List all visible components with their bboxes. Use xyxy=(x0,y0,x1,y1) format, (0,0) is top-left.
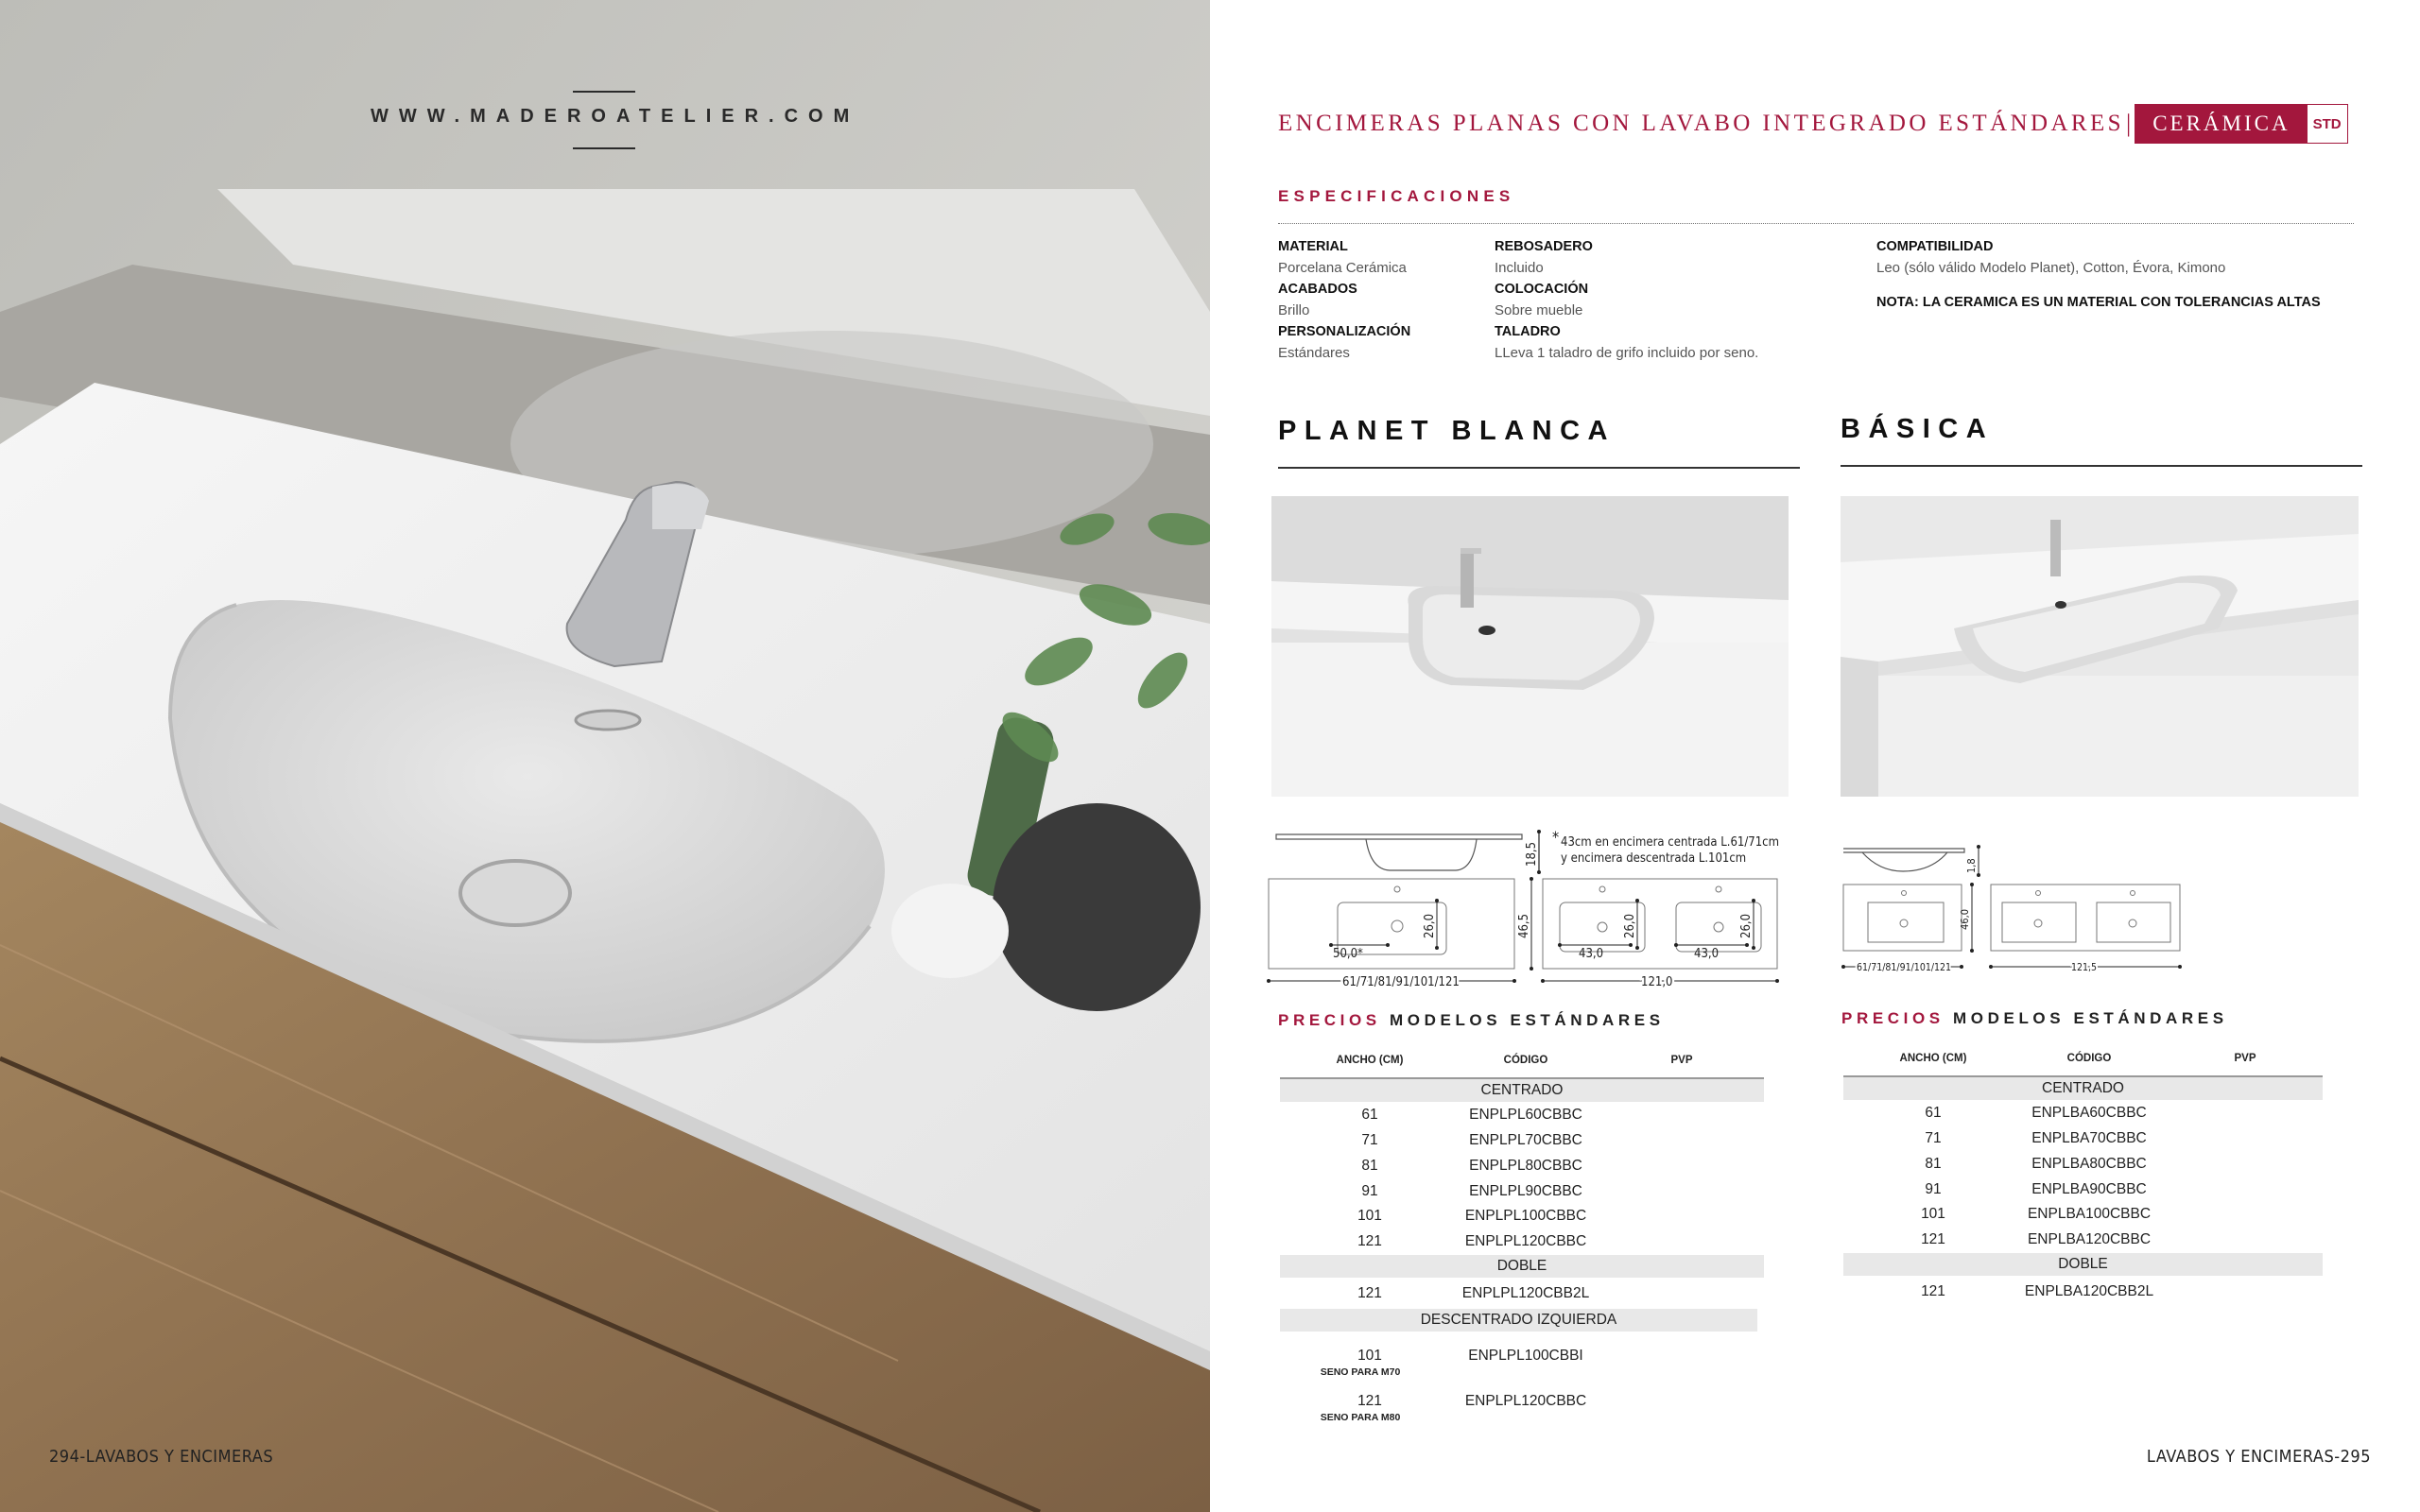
dim-double-depth-1: 26,0 xyxy=(1623,913,1637,938)
row-ancho: 121 xyxy=(1921,1283,1945,1299)
website-url: WWW.MADEROATELIER.COM xyxy=(371,106,860,127)
row-ancho: 81 xyxy=(1361,1158,1378,1174)
row-codigo: ENPLPL80CBBC xyxy=(1469,1158,1582,1174)
row-ancho: 101 xyxy=(1357,1348,1382,1364)
dim-double-width-2: 43,0 xyxy=(1694,947,1720,961)
row-ancho: 91 xyxy=(1925,1181,1942,1197)
row-codigo: ENPLPL120CBBC xyxy=(1464,1233,1587,1249)
dim-basin-width: 50,0* xyxy=(1333,947,1363,961)
row-ancho: 121 xyxy=(1357,1285,1382,1301)
group-descentrado: DESCENTRADO IZQUIERDA xyxy=(1280,1309,1757,1332)
specs-title: ESPECIFICACIONES xyxy=(1278,187,1515,205)
dim-basica-depth: 46,0 xyxy=(1959,908,1971,930)
col-header-codigo: CÓDIGO xyxy=(1503,1055,1548,1066)
badge-std: STD xyxy=(2308,105,2347,143)
row-codigo: ENPLBA70CBBC xyxy=(2031,1130,2147,1146)
prices-sublabel: MODELOS ESTÁNDARES xyxy=(1390,1011,1665,1029)
row-subnote: SENO PARA M80 xyxy=(1320,1412,1401,1423)
row-ancho: 61 xyxy=(1925,1105,1942,1121)
row-codigo: ENPLPL120CBBC xyxy=(1464,1393,1587,1409)
group-centrado: CENTRADO xyxy=(1280,1079,1764,1102)
spec-value: Porcelana Cerámica xyxy=(1278,259,1407,276)
row-ancho: 121 xyxy=(1357,1233,1382,1249)
price-table-planet xyxy=(1280,1049,1772,1446)
row-codigo: ENPLBA80CBBC xyxy=(2031,1156,2147,1172)
price-table-basica xyxy=(1843,1047,2335,1312)
row-ancho: 61 xyxy=(1361,1107,1378,1123)
col-header-codigo: CÓDIGO xyxy=(2066,1053,2112,1064)
row-ancho: 91 xyxy=(1361,1183,1378,1199)
spec-label: COLOCACIÓN xyxy=(1495,282,1589,298)
row-ancho: 81 xyxy=(1925,1156,1942,1172)
page-folio-right: LAVABOS Y ENCIMERAS-295 xyxy=(2146,1447,2371,1467)
technical-drawing-basica xyxy=(1841,841,2191,973)
dim-basica-widths: 61/71/81/91/101/121 xyxy=(1857,962,1952,973)
row-ancho: 71 xyxy=(1361,1132,1378,1148)
col-header-ancho: ANCHO (CM) xyxy=(1899,1053,1967,1064)
row-ancho: 121 xyxy=(1357,1393,1382,1409)
dim-basica-height-top: 1,8 xyxy=(1965,858,1978,873)
product-rule-basica xyxy=(1841,465,2362,467)
row-codigo: ENPLPL120CBB2L xyxy=(1461,1285,1590,1301)
page-folio-left: 294-LAVABOS Y ENCIMERAS xyxy=(49,1447,274,1467)
diagram-note-1: 43cm en encimera centrada L.61/71cm xyxy=(1561,835,1779,850)
site-line-top xyxy=(573,91,635,93)
technical-drawing-planet xyxy=(1267,827,1815,992)
row-codigo: ENPLBA120CBB2L xyxy=(2024,1283,2154,1299)
prices-label: PRECIOS xyxy=(1841,1009,1945,1027)
row-codigo: ENPLBA90CBBC xyxy=(2031,1181,2147,1197)
row-codigo: ENPLPL90CBBC xyxy=(1469,1183,1582,1199)
diagram-note-2: y encimera descentrada L.101cm xyxy=(1561,851,1747,866)
spec-value: Brillo xyxy=(1278,301,1310,318)
row-ancho: 101 xyxy=(1357,1208,1382,1224)
material-badge xyxy=(2135,104,2347,144)
dim-basica-double-total: 121,5 xyxy=(2071,962,2098,973)
spec-value: Sobre mueble xyxy=(1495,301,1583,318)
page-title: ENCIMERAS PLANAS CON LAVABO INTEGRADO ESTÁNDARES xyxy=(1278,111,2124,136)
row-ancho: 101 xyxy=(1921,1206,1945,1222)
prices-title-planet xyxy=(1278,1011,1665,1030)
badge-ceramica: CERÁMICA xyxy=(2135,105,2307,143)
site-line-bottom xyxy=(573,147,635,149)
dim-double-width-1: 43,0 xyxy=(1579,947,1604,961)
group-doble: DOBLE xyxy=(1280,1255,1764,1278)
dim-depth: 46,5 xyxy=(1517,913,1531,938)
spec-note: NOTA: LA CERAMICA ES UN MATERIAL CON TOLERANCIAS ALTAS xyxy=(1876,295,2321,311)
product-title-planet: PLANET BLANCA xyxy=(1278,416,1616,446)
dim-double-total: 121,0 xyxy=(1641,975,1673,989)
dim-height-top: 18,5 xyxy=(1525,841,1539,867)
dim-widths: 61/71/81/91/101/121 xyxy=(1342,975,1460,989)
row-codigo: ENPLPL100CBBC xyxy=(1464,1208,1587,1224)
spec-value: LLeva 1 taladro de grifo incluido por seno. xyxy=(1495,344,1759,361)
specs-column-1 xyxy=(1278,236,1410,365)
row-codigo: ENPLPL100CBBI xyxy=(1468,1348,1583,1364)
group-centrado: CENTRADO xyxy=(1843,1077,2323,1100)
spec-value: Incluido xyxy=(1495,259,1544,276)
row-ancho: 121 xyxy=(1921,1231,1945,1247)
spec-label: COMPATIBILIDAD xyxy=(1876,239,1994,254)
spec-value: Leo (sólo válido Modelo Planet), Cotton, Évora, Kimono xyxy=(1876,259,2226,276)
spec-label: MATERIAL xyxy=(1278,239,1348,254)
product-photo-planet xyxy=(1271,496,1789,797)
spec-value: Estándares xyxy=(1278,344,1350,361)
row-codigo: ENPLPL70CBBC xyxy=(1469,1132,1582,1148)
group-doble: DOBLE xyxy=(1843,1253,2323,1276)
row-codigo: ENPLBA100CBBC xyxy=(2027,1206,2152,1222)
spec-label: ACABADOS xyxy=(1278,282,1357,298)
row-ancho: 71 xyxy=(1925,1130,1942,1146)
spec-label: REBOSADERO xyxy=(1495,239,1593,254)
right-page xyxy=(1210,0,2420,1512)
row-codigo: ENPLPL60CBBC xyxy=(1469,1107,1582,1123)
prices-sublabel: MODELOS ESTÁNDARES xyxy=(1953,1009,2228,1027)
product-title-basica: BÁSICA xyxy=(1841,414,1995,444)
col-header-pvp: PVP xyxy=(2234,1053,2256,1064)
note-asterisk: * xyxy=(1552,828,1560,846)
col-header-ancho: ANCHO (CM) xyxy=(1336,1055,1404,1066)
prices-label: PRECIOS xyxy=(1278,1011,1381,1029)
dim-basin-depth: 26,0 xyxy=(1423,913,1437,938)
specs-column-3 xyxy=(1876,236,2321,314)
product-photo-basica xyxy=(1841,496,2359,797)
specs-column-2 xyxy=(1495,236,1758,365)
page-header xyxy=(1278,104,2348,144)
prices-title-basica xyxy=(1841,1009,2228,1028)
spec-label: PERSONALIZACIÓN xyxy=(1278,324,1411,340)
row-codigo: ENPLBA120CBBC xyxy=(2027,1231,2152,1247)
product-rule-planet xyxy=(1278,467,1800,469)
dim-double-depth-2: 26,0 xyxy=(1739,913,1754,938)
spec-label: TALADRO xyxy=(1495,324,1561,340)
col-header-pvp: PVP xyxy=(1670,1055,1693,1066)
title-separator: | xyxy=(2125,110,2132,137)
specs-divider xyxy=(1278,223,2354,224)
row-subnote: SENO PARA M70 xyxy=(1320,1366,1401,1378)
row-codigo: ENPLBA60CBBC xyxy=(2031,1105,2147,1121)
